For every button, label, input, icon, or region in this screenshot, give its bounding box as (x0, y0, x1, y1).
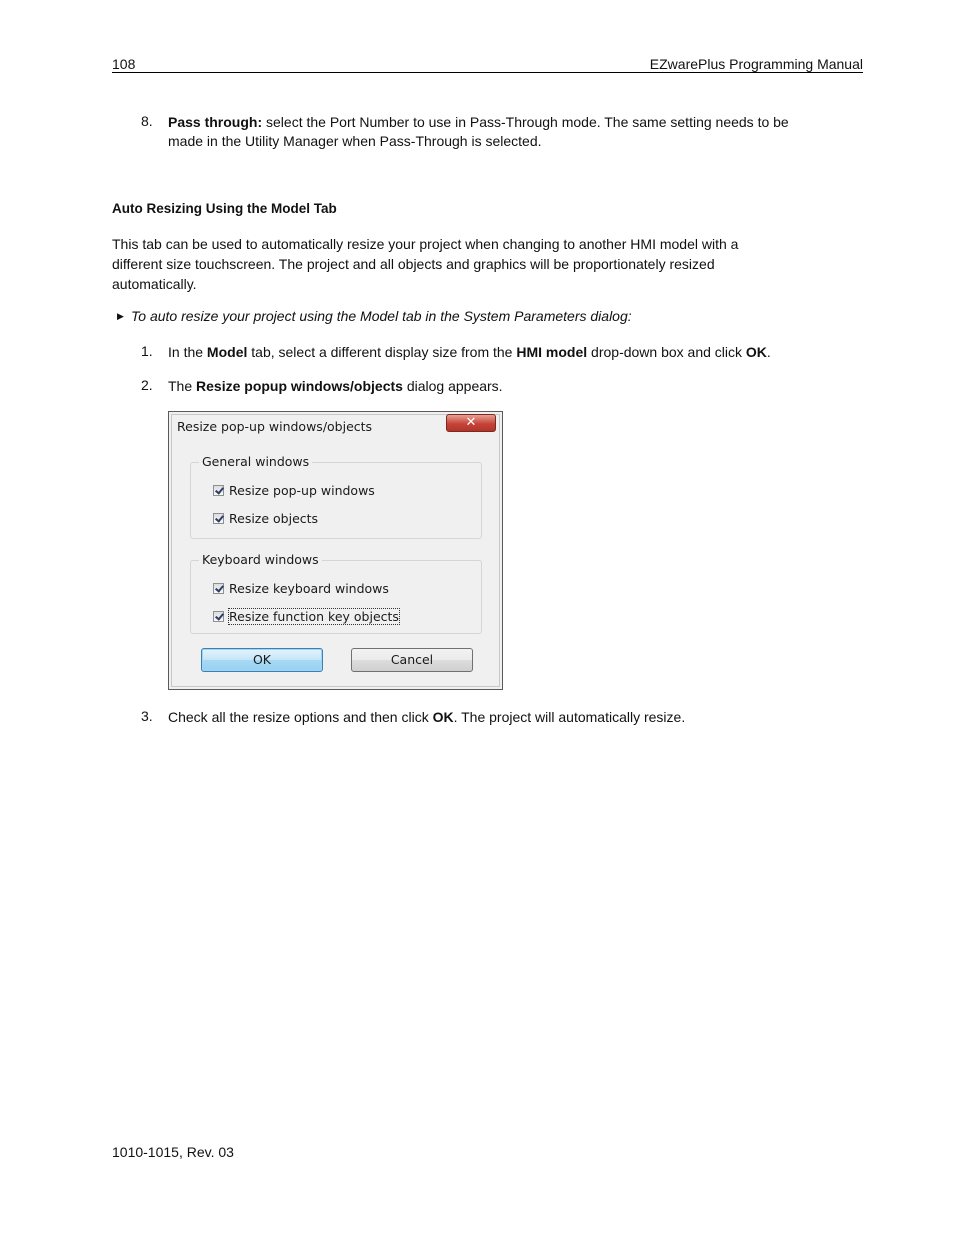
intro-line-2: different size touchscreen. The project and all objects and graphics will be proportionately resized (112, 256, 715, 272)
step-1-b1: Model (206, 344, 248, 360)
step-1-t3: drop-down box and click (587, 344, 746, 360)
cancel-button[interactable]: Cancel (351, 648, 473, 672)
general-windows-group (190, 454, 482, 539)
step-8-line2: made in the Utility Manager when Pass-Through is selected. (168, 133, 542, 149)
step-1-t2: tab, select a different display size from the (247, 344, 517, 360)
step-1-text (168, 343, 808, 362)
intro-paragraph (112, 234, 792, 294)
step-2-b1: Resize popup windows/objects (196, 378, 403, 394)
page-number: 108 (112, 56, 136, 72)
resize-keyboard-label: Resize keyboard windows (229, 581, 389, 596)
keyboard-windows-group (190, 552, 482, 634)
resize-objects-label: Resize objects (229, 511, 319, 526)
step-8-text (168, 113, 808, 151)
ok-button[interactable]: OK (201, 648, 323, 672)
resize-popup-label: Resize pop-up windows (229, 483, 375, 498)
step-2-text (168, 377, 808, 396)
step-3-b1: OK (432, 709, 454, 725)
step-3-text (168, 708, 808, 727)
intro-line-3: automatically. (112, 276, 197, 292)
step-3-t1: Check all the resize options and then click (168, 709, 433, 725)
step-2-number: 2. (141, 377, 153, 393)
step-1-b2: HMI model (516, 344, 588, 360)
procedure-text: To auto resize your project using the Model tab in the System Parameters dialog: (131, 308, 632, 324)
close-icon: ✕ (465, 415, 477, 430)
step-1-t4: . (766, 344, 771, 360)
resize-objects-row[interactable] (213, 511, 318, 526)
intro-line-1: This tab can be used to automatically resize your project when changing to another HMI model with a (112, 236, 739, 252)
dialog-title: Resize pop-up windows/objects (177, 419, 373, 434)
resize-keyboard-checkbox[interactable] (213, 583, 224, 594)
step-1-b3: OK (745, 344, 767, 360)
resize-function-key-checkbox[interactable] (213, 611, 224, 622)
resize-popup-row[interactable] (213, 483, 375, 498)
footer-doc-id: 1010-1015, Rev. 03 (112, 1144, 234, 1160)
resize-function-key-row[interactable] (213, 609, 399, 624)
step-1-t1: In the (168, 344, 207, 360)
step-1-number: 1. (141, 343, 153, 359)
manual-title: EZwarePlus Programming Manual (649, 56, 863, 72)
step-3-t2: . The project will automatically resize. (453, 709, 686, 725)
close-button[interactable] (446, 414, 496, 432)
keyboard-windows-label: Keyboard windows (199, 552, 322, 567)
step-8-line1: select the Port Number to use in Pass-Through mode. The same setting needs to be (262, 114, 789, 130)
step-8-bold: Pass through: (168, 114, 263, 130)
resize-objects-checkbox[interactable] (213, 513, 224, 524)
section-heading: Auto Resizing Using the Model Tab (112, 201, 337, 216)
header-rule (112, 72, 863, 73)
resize-dialog (168, 411, 503, 690)
step-3-number: 3. (141, 708, 153, 724)
resize-keyboard-row[interactable] (213, 581, 389, 596)
general-windows-label: General windows (199, 454, 312, 469)
resize-popup-checkbox[interactable] (213, 485, 224, 496)
procedure-arrow-icon: ▶ (117, 311, 124, 321)
step-8-number: 8. (141, 113, 153, 129)
step-2-t2: dialog appears. (402, 378, 503, 394)
step-2-t1: The (168, 378, 197, 394)
resize-function-key-label: Resize function key objects (229, 609, 399, 624)
